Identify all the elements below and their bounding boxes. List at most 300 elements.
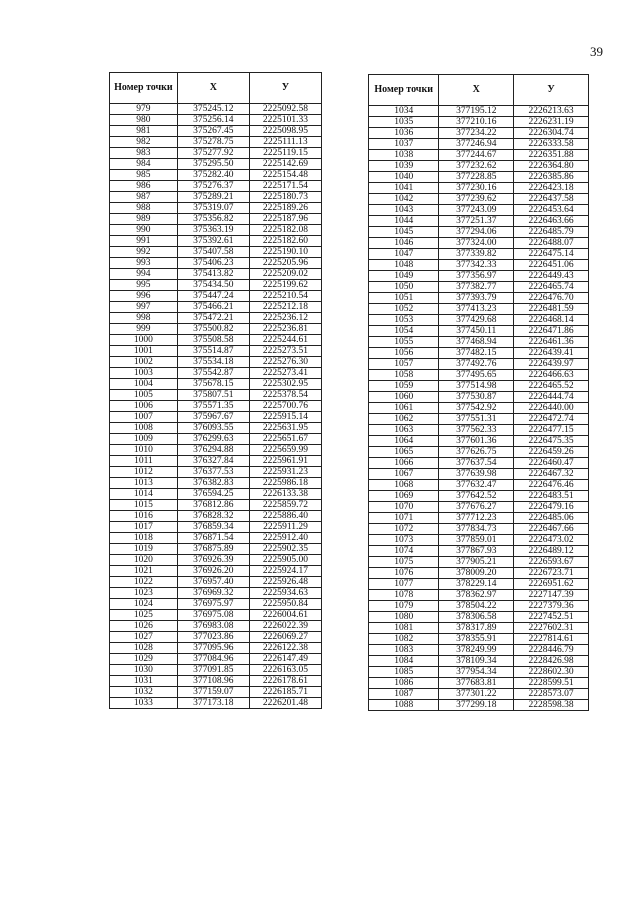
x-coordinate-cell: 377108.96 <box>177 676 249 687</box>
x-coordinate-cell: 377159.07 <box>177 687 249 698</box>
table-row <box>110 269 322 280</box>
y-coordinate-cell: 2226465.52 <box>514 381 589 392</box>
table-row <box>369 513 589 524</box>
table-row <box>110 445 322 456</box>
y-coordinate-cell: 2226485.79 <box>514 227 589 238</box>
x-coordinate-cell: 377246.94 <box>439 139 514 150</box>
point-number-cell: 994 <box>110 269 178 280</box>
point-number-cell: 1001 <box>110 346 178 357</box>
y-coordinate-cell: 2225926.48 <box>249 577 321 588</box>
point-number-cell: 996 <box>110 291 178 302</box>
table-row <box>369 227 589 238</box>
x-coordinate-cell: 376594.25 <box>177 489 249 500</box>
y-coordinate-cell: 2228426.98 <box>514 656 589 667</box>
y-coordinate-cell: 2226467.32 <box>514 469 589 480</box>
point-number-cell: 989 <box>110 214 178 225</box>
point-number-cell: 1060 <box>369 392 439 403</box>
x-coordinate-cell: 377251.37 <box>439 216 514 227</box>
x-coordinate-cell: 378362.97 <box>439 590 514 601</box>
y-coordinate-cell: 2227814.61 <box>514 634 589 645</box>
y-coordinate-cell: 2225950.84 <box>249 599 321 610</box>
x-coordinate-cell: 375447.24 <box>177 291 249 302</box>
table-row <box>110 621 322 632</box>
point-number-cell: 998 <box>110 313 178 324</box>
point-number-cell: 999 <box>110 324 178 335</box>
table-row <box>369 700 589 711</box>
y-coordinate-header: У <box>514 75 589 106</box>
point-number-cell: 980 <box>110 115 178 126</box>
point-number-cell: 987 <box>110 192 178 203</box>
point-number-cell: 1061 <box>369 403 439 414</box>
table-row <box>369 139 589 150</box>
x-coordinate-cell: 377301.22 <box>439 689 514 700</box>
y-coordinate-cell: 2226476.46 <box>514 480 589 491</box>
y-coordinate-cell: 2226178.61 <box>249 676 321 687</box>
point-number-cell: 1029 <box>110 654 178 665</box>
table-row <box>369 337 589 348</box>
point-number-cell: 981 <box>110 126 178 137</box>
table-row <box>110 654 322 665</box>
point-number-cell: 1077 <box>369 579 439 590</box>
x-coordinate-cell: 377243.09 <box>439 205 514 216</box>
point-number-cell: 1043 <box>369 205 439 216</box>
x-coordinate-cell: 377413.23 <box>439 304 514 315</box>
x-coordinate-cell: 375466.21 <box>177 302 249 313</box>
table-row <box>369 260 589 271</box>
x-coordinate-cell: 376957.40 <box>177 577 249 588</box>
point-number-cell: 979 <box>110 104 178 115</box>
table-row <box>110 346 322 357</box>
x-coordinate-cell: 376975.97 <box>177 599 249 610</box>
point-number-cell: 1011 <box>110 456 178 467</box>
table-row <box>369 106 589 117</box>
y-coordinate-cell: 2227147.39 <box>514 590 589 601</box>
point-number-cell: 1059 <box>369 381 439 392</box>
point-number-cell: 1000 <box>110 335 178 346</box>
y-coordinate-cell: 2226453.64 <box>514 205 589 216</box>
y-coordinate-cell: 2226459.26 <box>514 447 589 458</box>
point-number-cell: 1058 <box>369 370 439 381</box>
x-coordinate-cell: 375571.35 <box>177 401 249 412</box>
point-number-cell: 986 <box>110 181 178 192</box>
x-coordinate-cell: 375278.75 <box>177 137 249 148</box>
y-coordinate-cell: 2225651.67 <box>249 434 321 445</box>
table-row <box>110 137 322 148</box>
y-coordinate-cell: 2226461.36 <box>514 337 589 348</box>
point-number-cell: 1041 <box>369 183 439 194</box>
y-coordinate-cell: 2225859.72 <box>249 500 321 511</box>
table-row <box>369 480 589 491</box>
point-number-cell: 1074 <box>369 546 439 557</box>
x-coordinate-cell: 377095.96 <box>177 643 249 654</box>
point-number-cell: 1047 <box>369 249 439 260</box>
point-number-cell: 995 <box>110 280 178 291</box>
point-number-cell: 1057 <box>369 359 439 370</box>
point-number-cell: 1012 <box>110 467 178 478</box>
y-coordinate-cell: 2228602.30 <box>514 667 589 678</box>
table-row <box>369 128 589 139</box>
table-row <box>369 535 589 546</box>
table-row <box>110 478 322 489</box>
x-coordinate-cell: 378009.20 <box>439 568 514 579</box>
x-coordinate-cell: 378229.14 <box>439 579 514 590</box>
table-row <box>110 456 322 467</box>
y-coordinate-cell: 2226463.66 <box>514 216 589 227</box>
x-coordinate-cell: 376983.08 <box>177 621 249 632</box>
x-coordinate-cell: 377091.85 <box>177 665 249 676</box>
table-row <box>369 601 589 612</box>
x-coordinate-cell: 377642.52 <box>439 491 514 502</box>
y-coordinate-cell: 2226951.62 <box>514 579 589 590</box>
x-coordinate-cell: 377210.16 <box>439 117 514 128</box>
point-number-cell: 997 <box>110 302 178 313</box>
y-coordinate-cell: 2226723.71 <box>514 568 589 579</box>
point-number-cell: 1003 <box>110 368 178 379</box>
x-coordinate-cell: 376859.34 <box>177 522 249 533</box>
point-number-cell: 985 <box>110 170 178 181</box>
table-row <box>110 511 322 522</box>
y-coordinate-cell: 2225190.10 <box>249 247 321 258</box>
point-number-cell: 1075 <box>369 557 439 568</box>
coordinates-table-right <box>368 74 589 711</box>
y-coordinate-cell: 2227379.36 <box>514 601 589 612</box>
table-row <box>110 577 322 588</box>
point-number-cell: 1049 <box>369 271 439 282</box>
x-coordinate-cell: 378109.34 <box>439 656 514 667</box>
point-number-cell: 1028 <box>110 643 178 654</box>
y-coordinate-cell: 2225886.40 <box>249 511 321 522</box>
x-coordinate-cell: 375392.61 <box>177 236 249 247</box>
point-number-cell: 1036 <box>369 128 439 139</box>
table-row <box>110 665 322 676</box>
table-row <box>110 423 322 434</box>
y-coordinate-cell: 2225101.33 <box>249 115 321 126</box>
point-number-cell: 1069 <box>369 491 439 502</box>
x-coordinate-cell: 375534.18 <box>177 357 249 368</box>
point-number-cell: 992 <box>110 247 178 258</box>
point-number-cell: 1050 <box>369 282 439 293</box>
y-coordinate-cell: 2225934.63 <box>249 588 321 599</box>
y-coordinate-cell: 2225187.96 <box>249 214 321 225</box>
point-number-cell: 1038 <box>369 150 439 161</box>
y-coordinate-cell: 2226460.47 <box>514 458 589 469</box>
point-number-cell: 990 <box>110 225 178 236</box>
x-coordinate-cell: 375508.58 <box>177 335 249 346</box>
y-coordinate-cell: 2225986.18 <box>249 478 321 489</box>
x-coordinate-cell: 377230.16 <box>439 183 514 194</box>
y-coordinate-cell: 2226133.38 <box>249 489 321 500</box>
y-coordinate-cell: 2225273.51 <box>249 346 321 357</box>
table-row <box>110 203 322 214</box>
point-number-cell: 1009 <box>110 434 178 445</box>
x-coordinate-cell: 376382.83 <box>177 478 249 489</box>
point-number-cell: 1062 <box>369 414 439 425</box>
y-coordinate-cell: 2226213.63 <box>514 106 589 117</box>
y-coordinate-cell: 2226477.15 <box>514 425 589 436</box>
table-row <box>110 280 322 291</box>
table-row <box>369 546 589 557</box>
table-row <box>369 172 589 183</box>
y-coordinate-cell: 2226444.74 <box>514 392 589 403</box>
y-coordinate-cell: 2226304.74 <box>514 128 589 139</box>
y-coordinate-cell: 2226449.43 <box>514 271 589 282</box>
point-number-cell: 1054 <box>369 326 439 337</box>
x-coordinate-cell: 375363.19 <box>177 225 249 236</box>
x-coordinate-cell: 375406.23 <box>177 258 249 269</box>
x-coordinate-cell: 376327.84 <box>177 456 249 467</box>
x-coordinate-cell: 377356.97 <box>439 271 514 282</box>
table-row <box>369 689 589 700</box>
point-number-cell: 1078 <box>369 590 439 601</box>
table-row <box>369 656 589 667</box>
table-row <box>369 524 589 535</box>
y-coordinate-cell: 2225189.26 <box>249 203 321 214</box>
y-coordinate-cell: 2225276.30 <box>249 357 321 368</box>
table-row <box>110 181 322 192</box>
y-coordinate-cell: 2226489.12 <box>514 546 589 557</box>
table-row <box>369 381 589 392</box>
point-number-cell: 1039 <box>369 161 439 172</box>
table-row <box>110 544 322 555</box>
x-coordinate-cell: 377195.12 <box>439 106 514 117</box>
table-row <box>369 183 589 194</box>
point-number-cell: 1035 <box>369 117 439 128</box>
y-coordinate-cell: 2227452.51 <box>514 612 589 623</box>
point-number-cell: 1071 <box>369 513 439 524</box>
point-number-cell: 1013 <box>110 478 178 489</box>
y-coordinate-cell: 2225180.73 <box>249 192 321 203</box>
point-number-cell: 1019 <box>110 544 178 555</box>
table-row <box>110 313 322 324</box>
table-row <box>110 610 322 621</box>
table-row <box>110 379 322 390</box>
table-row <box>110 401 322 412</box>
y-coordinate-cell: 2225700.76 <box>249 401 321 412</box>
point-number-cell: 1044 <box>369 216 439 227</box>
point-number-cell: 1008 <box>110 423 178 434</box>
table-row <box>110 324 322 335</box>
y-coordinate-cell: 2225199.62 <box>249 280 321 291</box>
point-number-cell: 1053 <box>369 315 439 326</box>
x-coordinate-cell: 375407.58 <box>177 247 249 258</box>
x-coordinate-cell: 377234.22 <box>439 128 514 139</box>
y-coordinate-cell: 2225905.00 <box>249 555 321 566</box>
point-number-cell: 1088 <box>369 700 439 711</box>
x-coordinate-cell: 377084.96 <box>177 654 249 665</box>
x-coordinate-cell: 376969.32 <box>177 588 249 599</box>
x-coordinate-header: X <box>439 75 514 106</box>
table-row <box>110 489 322 500</box>
y-coordinate-cell: 2226069.27 <box>249 632 321 643</box>
y-coordinate-cell: 2226022.39 <box>249 621 321 632</box>
y-coordinate-cell: 2226437.58 <box>514 194 589 205</box>
table-row <box>369 436 589 447</box>
table-row <box>369 348 589 359</box>
table-row <box>110 555 322 566</box>
x-coordinate-cell: 377495.65 <box>439 370 514 381</box>
y-coordinate-cell: 2225111.13 <box>249 137 321 148</box>
table-row <box>110 500 322 511</box>
point-number-cell: 1079 <box>369 601 439 612</box>
x-coordinate-cell: 377514.98 <box>439 381 514 392</box>
y-coordinate-cell: 2226479.16 <box>514 502 589 513</box>
table-row <box>369 491 589 502</box>
y-coordinate-cell: 2226466.63 <box>514 370 589 381</box>
point-number-cell: 1067 <box>369 469 439 480</box>
x-coordinate-cell: 375356.82 <box>177 214 249 225</box>
y-coordinate-cell: 2226439.97 <box>514 359 589 370</box>
table-row <box>369 414 589 425</box>
point-number-cell: 1015 <box>110 500 178 511</box>
y-coordinate-cell: 2226185.71 <box>249 687 321 698</box>
point-number-cell: 1026 <box>110 621 178 632</box>
table-row <box>110 390 322 401</box>
y-coordinate-cell: 2228599.51 <box>514 678 589 689</box>
table-row <box>369 447 589 458</box>
table-row <box>110 632 322 643</box>
x-coordinate-cell: 376975.08 <box>177 610 249 621</box>
x-coordinate-cell: 377905.21 <box>439 557 514 568</box>
table-row <box>110 357 322 368</box>
y-coordinate-cell: 2225302.95 <box>249 379 321 390</box>
x-coordinate-header: X <box>177 73 249 104</box>
y-coordinate-cell: 2226122.38 <box>249 643 321 654</box>
table-row <box>110 676 322 687</box>
x-coordinate-cell: 377342.33 <box>439 260 514 271</box>
y-coordinate-cell: 2226201.48 <box>249 698 321 709</box>
x-coordinate-cell: 376871.54 <box>177 533 249 544</box>
point-number-cell: 1048 <box>369 260 439 271</box>
x-coordinate-cell: 377228.85 <box>439 172 514 183</box>
point-number-cell: 1042 <box>369 194 439 205</box>
y-coordinate-cell: 2226471.86 <box>514 326 589 337</box>
table-row <box>110 159 322 170</box>
y-coordinate-cell: 2226476.70 <box>514 293 589 304</box>
table-row <box>110 467 322 478</box>
x-coordinate-cell: 375434.50 <box>177 280 249 291</box>
point-number-cell: 1034 <box>369 106 439 117</box>
table-row <box>369 150 589 161</box>
page-number: 39 <box>590 44 603 59</box>
table-row <box>110 236 322 247</box>
table-row <box>369 568 589 579</box>
point-number-cell: 1072 <box>369 524 439 535</box>
point-number-cell: 1040 <box>369 172 439 183</box>
x-coordinate-cell: 377492.76 <box>439 359 514 370</box>
point-number-cell: 1076 <box>369 568 439 579</box>
y-coordinate-cell: 2225182.08 <box>249 225 321 236</box>
point-number-cell: 1022 <box>110 577 178 588</box>
point-number-cell: 1007 <box>110 412 178 423</box>
y-coordinate-cell: 2225631.95 <box>249 423 321 434</box>
table-row <box>369 194 589 205</box>
x-coordinate-cell: 377867.93 <box>439 546 514 557</box>
y-coordinate-cell: 2225236.81 <box>249 324 321 335</box>
y-coordinate-cell: 2225092.58 <box>249 104 321 115</box>
table-header-row <box>369 75 589 106</box>
table-row <box>110 368 322 379</box>
point-number-cell: 1068 <box>369 480 439 491</box>
x-coordinate-cell: 377294.06 <box>439 227 514 238</box>
y-coordinate-cell: 2226351.88 <box>514 150 589 161</box>
x-coordinate-cell: 377393.79 <box>439 293 514 304</box>
point-number-cell: 1087 <box>369 689 439 700</box>
point-number-cell: 1020 <box>110 555 178 566</box>
point-number-cell: 1064 <box>369 436 439 447</box>
x-coordinate-cell: 375319.07 <box>177 203 249 214</box>
table-row <box>369 502 589 513</box>
coordinates-table-left <box>109 72 322 709</box>
point-number-cell: 1070 <box>369 502 439 513</box>
x-coordinate-cell: 378317.89 <box>439 623 514 634</box>
table-row <box>110 291 322 302</box>
table-row <box>110 225 322 236</box>
table-row <box>369 634 589 645</box>
point-number-cell: 1073 <box>369 535 439 546</box>
y-coordinate-cell: 2226475.14 <box>514 249 589 260</box>
point-number-cell: 1006 <box>110 401 178 412</box>
x-coordinate-cell: 375500.82 <box>177 324 249 335</box>
y-coordinate-cell: 2226467.66 <box>514 524 589 535</box>
point-number-cell: 1086 <box>369 678 439 689</box>
x-coordinate-cell: 375277.92 <box>177 148 249 159</box>
x-coordinate-cell: 375678.15 <box>177 379 249 390</box>
y-coordinate-cell: 2226593.67 <box>514 557 589 568</box>
x-coordinate-cell: 375542.87 <box>177 368 249 379</box>
table-row <box>369 678 589 689</box>
x-coordinate-cell: 375276.37 <box>177 181 249 192</box>
x-coordinate-cell: 377450.11 <box>439 326 514 337</box>
x-coordinate-cell: 375514.87 <box>177 346 249 357</box>
y-coordinate-cell: 2226333.58 <box>514 139 589 150</box>
x-coordinate-cell: 375245.12 <box>177 104 249 115</box>
y-coordinate-cell: 2225205.96 <box>249 258 321 269</box>
x-coordinate-cell: 377482.15 <box>439 348 514 359</box>
point-number-cell: 1037 <box>369 139 439 150</box>
table-row <box>110 148 322 159</box>
y-coordinate-cell: 2226231.19 <box>514 117 589 128</box>
table-header-row <box>110 73 322 104</box>
y-coordinate-cell: 2228446.79 <box>514 645 589 656</box>
x-coordinate-cell: 378249.99 <box>439 645 514 656</box>
y-coordinate-cell: 2225182.60 <box>249 236 321 247</box>
y-coordinate-cell: 2225911.29 <box>249 522 321 533</box>
point-number-header: Номер точки <box>110 73 178 104</box>
x-coordinate-cell: 377562.33 <box>439 425 514 436</box>
x-coordinate-cell: 375289.21 <box>177 192 249 203</box>
table-row <box>369 282 589 293</box>
point-number-cell: 1080 <box>369 612 439 623</box>
x-coordinate-cell: 376926.20 <box>177 566 249 577</box>
y-coordinate-cell: 2226364.80 <box>514 161 589 172</box>
x-coordinate-cell: 377626.75 <box>439 447 514 458</box>
y-coordinate-cell: 2226163.05 <box>249 665 321 676</box>
y-coordinate-cell: 2226472.74 <box>514 414 589 425</box>
point-number-cell: 1016 <box>110 511 178 522</box>
x-coordinate-cell: 377859.01 <box>439 535 514 546</box>
y-coordinate-cell: 2226488.07 <box>514 238 589 249</box>
point-number-cell: 1081 <box>369 623 439 634</box>
x-coordinate-cell: 377676.27 <box>439 502 514 513</box>
point-number-cell: 1024 <box>110 599 178 610</box>
table-row <box>110 302 322 313</box>
x-coordinate-cell: 375282.40 <box>177 170 249 181</box>
table-row <box>369 161 589 172</box>
y-coordinate-cell: 2228598.38 <box>514 700 589 711</box>
x-coordinate-cell: 378306.58 <box>439 612 514 623</box>
y-coordinate-cell: 2225924.17 <box>249 566 321 577</box>
table-row <box>110 247 322 258</box>
